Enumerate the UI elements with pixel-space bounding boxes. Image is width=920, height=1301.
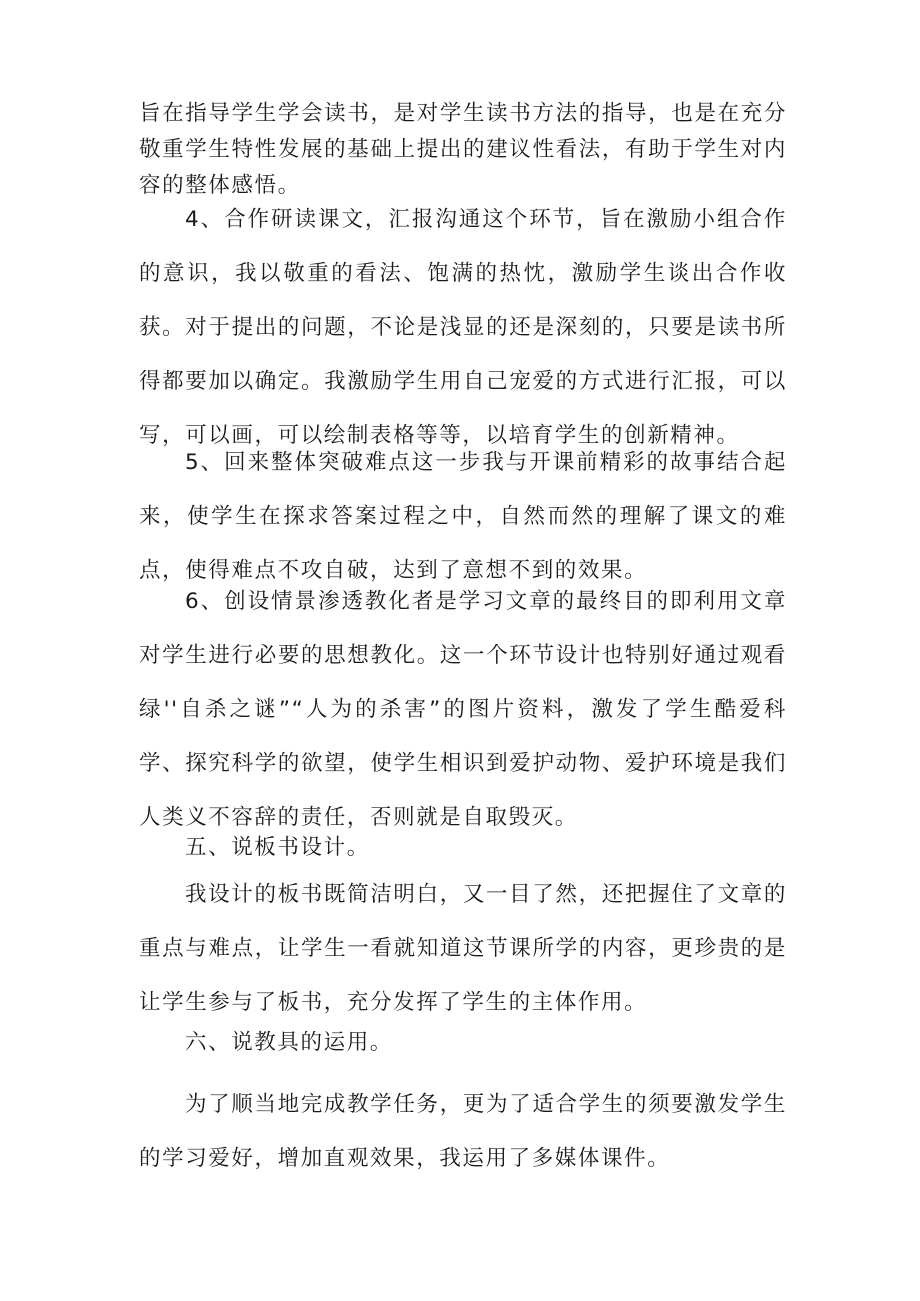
section-heading-teaching-aids: 六、说教具的运用。	[185, 1030, 393, 1055]
paragraph-breaking-difficulties: 5、回来整体突破难点这一步我与开课前精彩的故事结合起来，使学生在探求答案过程之中，自然而然的理解了课文的难点，使得难点不攻自破，达到了意想不到的效果。	[139, 450, 787, 583]
paragraph-teaching-aids: 为了顺当地完成教学任务，更为了适合学生的须要激发学生的学习爱好，增加直观效果，我运用了多媒体课件。	[139, 1092, 787, 1171]
paragraph-moral-education: 6、创设情景渗透教化者是学习文章的最终目的即利用文章对学生进行必要的思想教化。这一个环节设计也特别好通过观看绿''自杀之谜”“人为的杀害”的图片资料，激发了学生酷爱科学、探究科学的欲望，使学生相识到爱护动物、爱护环境是我们人类义不容辞的责任，否则就是自取毁灭。	[139, 589, 787, 830]
paragraph-cooperative-reading: 4、合作研读课文，汇报沟通这个环节，旨在激励小组合作的意识，我以敬重的看法、饱满的热忱，激励学生谈出合作收获。对于提出的问题，不论是浅显的还是深刻的，只要是读书所得都要加以确定。我激励学生用自己宠爱的方式进行汇报，可以写，可以画，可以绘制表格等等，以培育学生的创新精神。	[139, 207, 787, 448]
section-heading-blackboard: 五、说板书设计。	[185, 835, 370, 860]
paragraph-reading-guidance: 旨在指导学生学会读书，是对学生读书方法的指导，也是在充分敬重学生特性发展的基础上提出的建议性看法，有助于学生对内容的整体感悟。	[139, 101, 787, 198]
paragraph-blackboard-design: 我设计的板书既简洁明白，又一目了然，还把握住了文章的重点与难点，让学生一看就知道这节课所学的内容，更珍贵的是让学生参与了板书，充分发挥了学生的主体作用。	[139, 882, 787, 1015]
